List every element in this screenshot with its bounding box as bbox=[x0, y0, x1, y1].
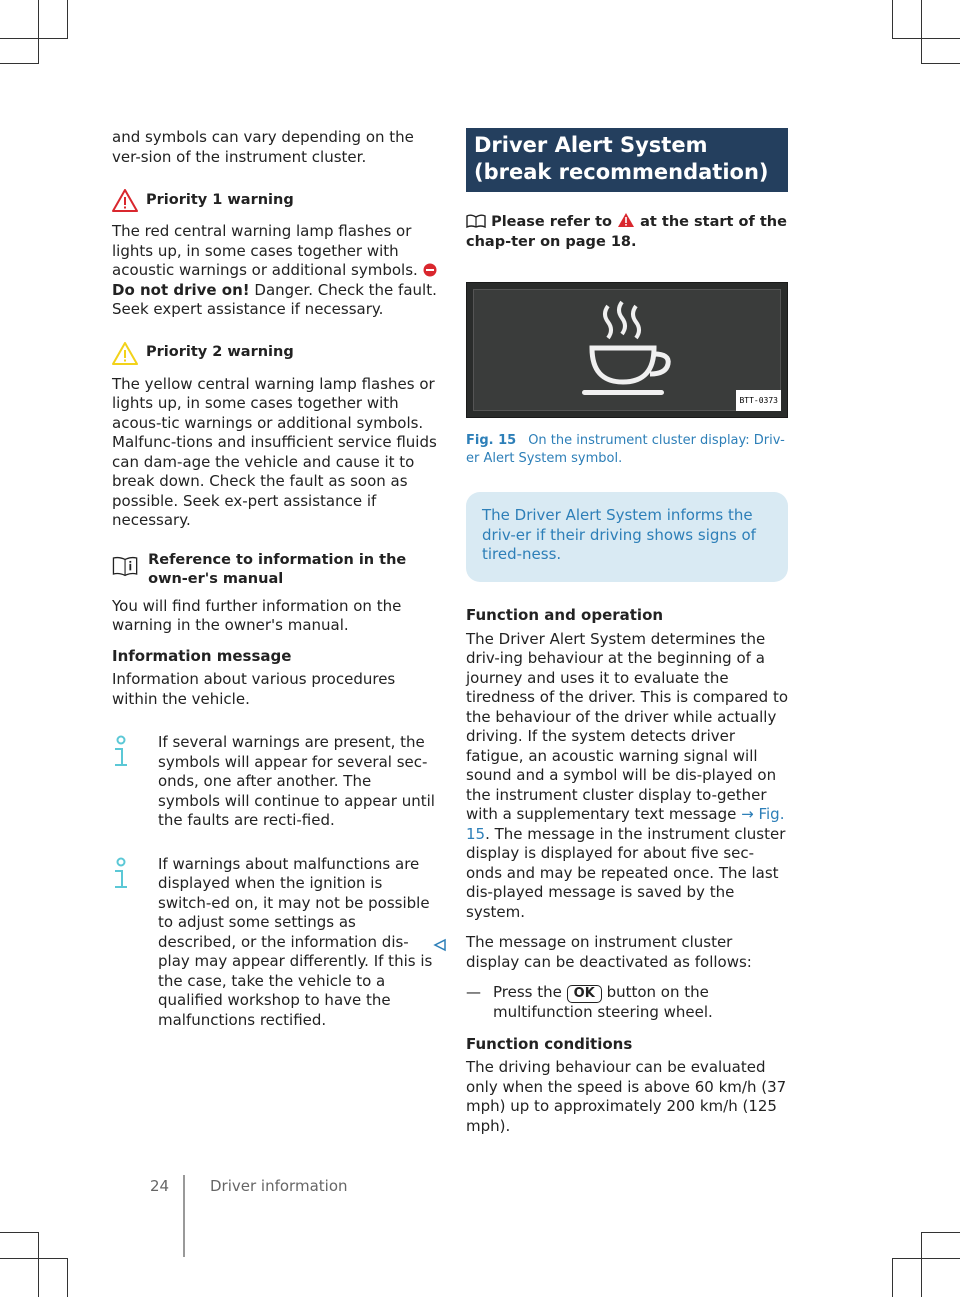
priority1-heading: Priority 1 warning bbox=[146, 191, 294, 208]
warning-triangle-icon bbox=[617, 212, 635, 228]
crop-mark bbox=[922, 1232, 960, 1233]
crop-mark bbox=[922, 63, 960, 64]
crop-mark bbox=[892, 1258, 960, 1259]
deactivate-text: The message on instrument cluster display can be deactivated as follows: bbox=[466, 933, 752, 971]
fig-link-arrow[interactable]: → Fig. 15 bbox=[466, 805, 785, 843]
crop-mark bbox=[0, 1258, 68, 1259]
step-text: Press the OK button on the multifunction steering wheel. bbox=[493, 983, 713, 1021]
yellow-warning-icon bbox=[112, 342, 138, 365]
crop-mark bbox=[921, 1232, 922, 1297]
note-info-icon bbox=[112, 857, 130, 891]
priority2-heading-row bbox=[112, 342, 437, 365]
fig-link[interactable]: Fig. 15 bbox=[466, 805, 785, 843]
crop-mark bbox=[67, 1258, 68, 1297]
caption-text: On the instrument cluster display: Driv-er Alert System symbol. bbox=[466, 433, 785, 466]
crop-mark bbox=[892, 0, 893, 38]
dash-bullet: — bbox=[466, 983, 481, 1001]
reference-heading: Reference to information in the own-er's manual bbox=[148, 551, 407, 587]
note-2 bbox=[112, 855, 437, 1031]
ok-key-icon: OK bbox=[567, 985, 602, 1003]
section-end-triangle-icon bbox=[433, 938, 447, 952]
caption-label: Fig. 15 bbox=[466, 433, 517, 448]
priority2-text: The yellow central warning lamp flashes or lights up, in some cases together with acous-tic warnings or additional symbols. Malfunc-tions and insufficient service fluids can dam-age the vehicle and cause it to break down. Check the fault as soon as possible. Seek ex-pert assistance if necessary. bbox=[112, 374, 437, 529]
red-warning-icon bbox=[112, 189, 138, 212]
intro-continuation: and symbols can vary depending on the ver-sion of the instrument cluster. bbox=[112, 128, 414, 166]
note-2-text: If warnings about malfunctions are displayed when the ignition is switch-ed on, it may not be possible to adjust some settings as described, or the information dis-play may appear differently. If this is the case, take the vehicle to a qualified workshop to have the malfunctions rectified. bbox=[158, 854, 433, 1029]
open-book-icon bbox=[466, 214, 486, 228]
do-not-drive: Do not drive on! bbox=[112, 280, 250, 299]
crop-mark bbox=[38, 0, 39, 64]
footer-divider bbox=[183, 1175, 185, 1257]
note-1 bbox=[112, 733, 437, 831]
priority1-text: The red central warning lamp flashes or lights up, in some cases together with acoustic warnings or additional symbols. Do not drive on! Danger. Check the fault. Seek expert assistance if necessary. bbox=[112, 222, 437, 318]
refer-line: Please refer to at the start of the chap-ter on page 18. bbox=[466, 214, 787, 250]
page-number: 24 bbox=[150, 1177, 170, 1195]
note-info-icon bbox=[112, 735, 130, 769]
stop-icon bbox=[423, 263, 437, 277]
step-item bbox=[466, 983, 788, 1023]
crop-mark bbox=[892, 38, 960, 39]
conditions-text: The driving behaviour can be evaluated only when the speed is above 60 km/h (37 mph) up to approximately 200 km/h (125 mph). bbox=[466, 1058, 787, 1135]
function-text: The Driver Alert System determines the driv-ing behaviour at the beginning of a journey and uses it to evaluate the tiredness of the driver. This is compared to the behaviour of the driver while actually driving. If the system detects driver fatigue, an acoustic warning signal will sound and a symbol will be dis-played on the instrument cluster display to-gether with a supplementary text message → Fig. 15. The message in the instrument cluster display is displayed for about five sec-onds and may be repeated once. The last dis-played message is saved by the system. bbox=[466, 629, 789, 921]
footer-section: Driver information bbox=[210, 1177, 348, 1195]
cluster-display bbox=[473, 289, 781, 411]
figure-code: BTT-0373 bbox=[736, 390, 781, 412]
crop-mark bbox=[0, 1232, 38, 1233]
figure-caption bbox=[466, 432, 788, 468]
crop-mark bbox=[38, 1232, 39, 1297]
crop-mark bbox=[67, 0, 68, 38]
section-title: Driver Alert System (break recommendation) bbox=[466, 128, 788, 192]
crop-mark bbox=[0, 63, 38, 64]
figure-driver-alert bbox=[466, 282, 788, 418]
crop-mark bbox=[892, 1258, 893, 1297]
reference-text: You will find further information on the warning in the owner's manual. bbox=[112, 596, 402, 634]
reference-heading-row bbox=[112, 551, 437, 589]
manual-book-icon bbox=[112, 551, 138, 581]
info-message-heading: Information message bbox=[112, 646, 292, 665]
left-column bbox=[112, 128, 437, 1042]
priority1-heading-row bbox=[112, 189, 437, 212]
function-heading: Function and operation bbox=[466, 606, 664, 624]
crop-mark bbox=[0, 38, 68, 39]
priority2-heading: Priority 2 warning bbox=[146, 344, 294, 361]
coffee-cup-icon bbox=[578, 298, 688, 398]
note-1-text: If several warnings are present, the symbols will appear for several sec-onds, one after another. The symbols will continue to appear until the faults are recti-fied. bbox=[158, 733, 435, 829]
right-column bbox=[466, 128, 788, 1147]
conditions-heading: Function conditions bbox=[466, 1034, 633, 1053]
crop-mark bbox=[921, 0, 922, 64]
intro-box: The Driver Alert System informs the driv-er if their driving shows signs of tired-ness. bbox=[466, 492, 788, 582]
info-message-text: Information about various procedures within the vehicle. bbox=[112, 670, 396, 708]
